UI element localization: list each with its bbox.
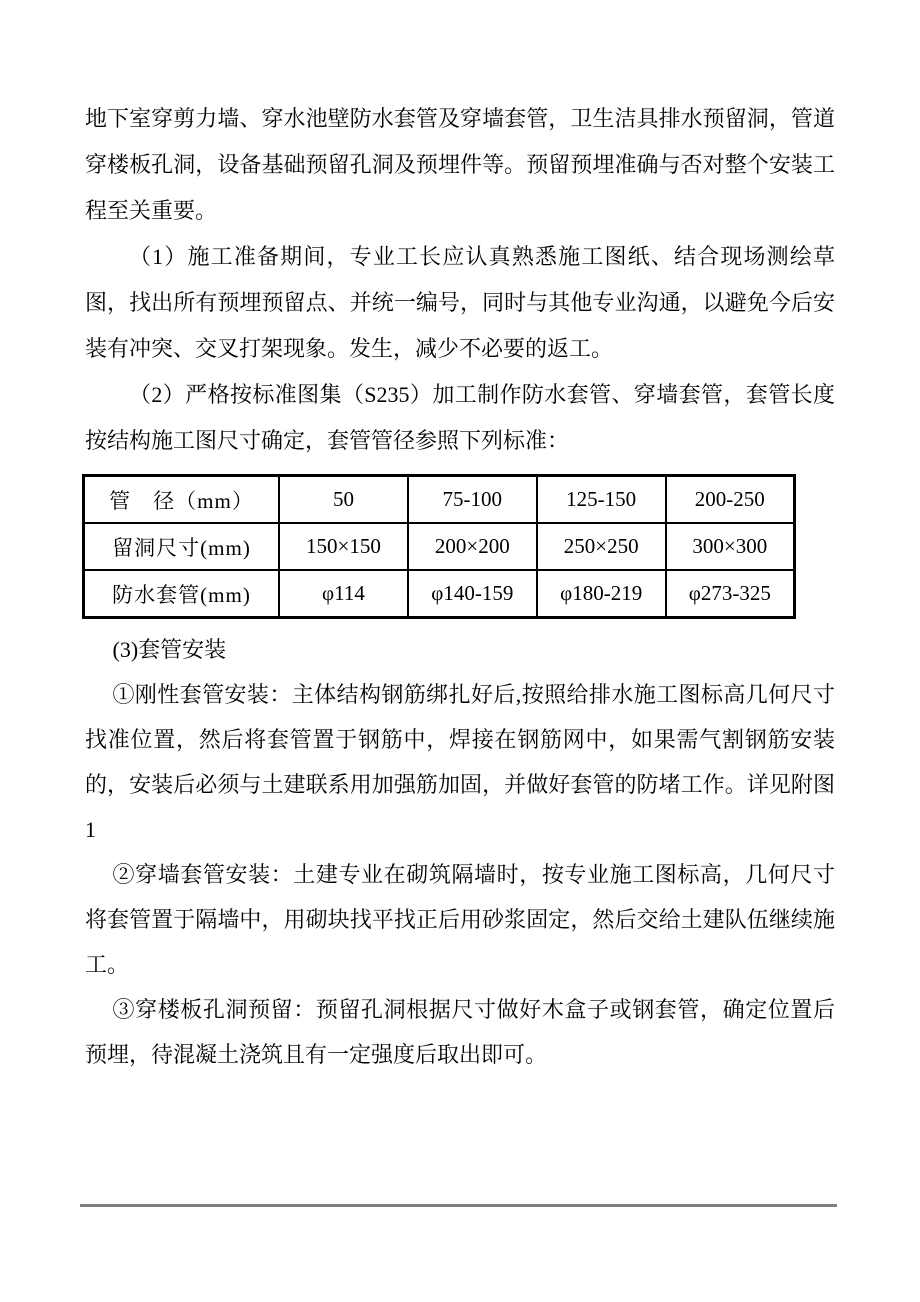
table-cell: 125-150 <box>537 476 666 524</box>
table-row-pipe-diameter <box>84 476 795 524</box>
paragraph-item-2: （2）严格按标准图集（S235）加工制作防水套管、穿墙套管，套管长度按结构施工图尺寸确定，套管管径参照下列标准： <box>85 382 835 453</box>
table-cell: φ273-325 <box>666 570 795 618</box>
row-label-cell: 防水套管(mm) <box>84 570 280 618</box>
paragraph-floor-hole-reserve: ③穿楼板孔洞预留：预留孔洞根据尺寸做好木盒子或钢套管，确定位置后预埋，待混凝土浇筑且有一定强度后取出即可。 <box>85 997 835 1067</box>
table-cell: 50 <box>279 476 408 524</box>
table-cell: 250×250 <box>537 523 666 570</box>
table-row-hole-size <box>84 523 795 570</box>
table-row-waterproof-sleeve <box>84 570 795 618</box>
paragraph-wall-sleeve-install: ②穿墙套管安装：土建专业在砌筑隔墙时，按专业施工图标高，几何尺寸将套管置于隔墙中，用砌块找平找正后用砂浆固定，然后交给土建队伍继续施工。 <box>85 862 835 977</box>
table-cell: 75-100 <box>408 476 537 524</box>
table-cell: 200×200 <box>408 523 537 570</box>
table-cell: φ180-219 <box>537 570 666 618</box>
table-cell: φ140-159 <box>408 570 537 618</box>
pipe-sleeve-spec-table <box>82 474 796 619</box>
paragraph-item-1: （1）施工准备期间，专业工长应认真熟悉施工图纸、结合现场测绘草图，找出所有预埋预留点、并统一编号，同时与其他专业沟通，以避免今后安装有冲突、交叉打架现象。发生，减少不必要的返工。 <box>85 244 835 361</box>
paragraph-item-3-heading: (3)套管安装 <box>112 637 227 662</box>
table-cell: 150×150 <box>279 523 408 570</box>
footer-separator-line <box>80 1204 837 1207</box>
row-label-cell: 留洞尺寸(mm) <box>84 523 280 570</box>
paragraph-rigid-sleeve-install: ①刚性套管安装：主体结构钢筋绑扎好后,按照给排水施工图标高几何尺寸找准位置，然后将套管置于钢筋中，焊接在钢筋网中，如果需气割钢筋安装的，安装后必须与土建联系用加强筋加固，并做好套管的防堵工作。详见附图 1 <box>85 682 835 842</box>
table-cell: φ114 <box>279 570 408 618</box>
row-label-cell: 管 径（mm） <box>84 476 280 524</box>
document-body <box>85 96 835 1077</box>
table-cell: 200-250 <box>666 476 795 524</box>
table-cell: 300×300 <box>666 523 795 570</box>
paragraph-intro: 地下室穿剪力墙、穿水池壁防水套管及穿墙套管，卫生洁具排水预留洞，管道穿楼板孔洞，设备基础预留孔洞及预埋件等。预留预埋准确与否对整个安装工程至关重要。 <box>85 106 835 223</box>
